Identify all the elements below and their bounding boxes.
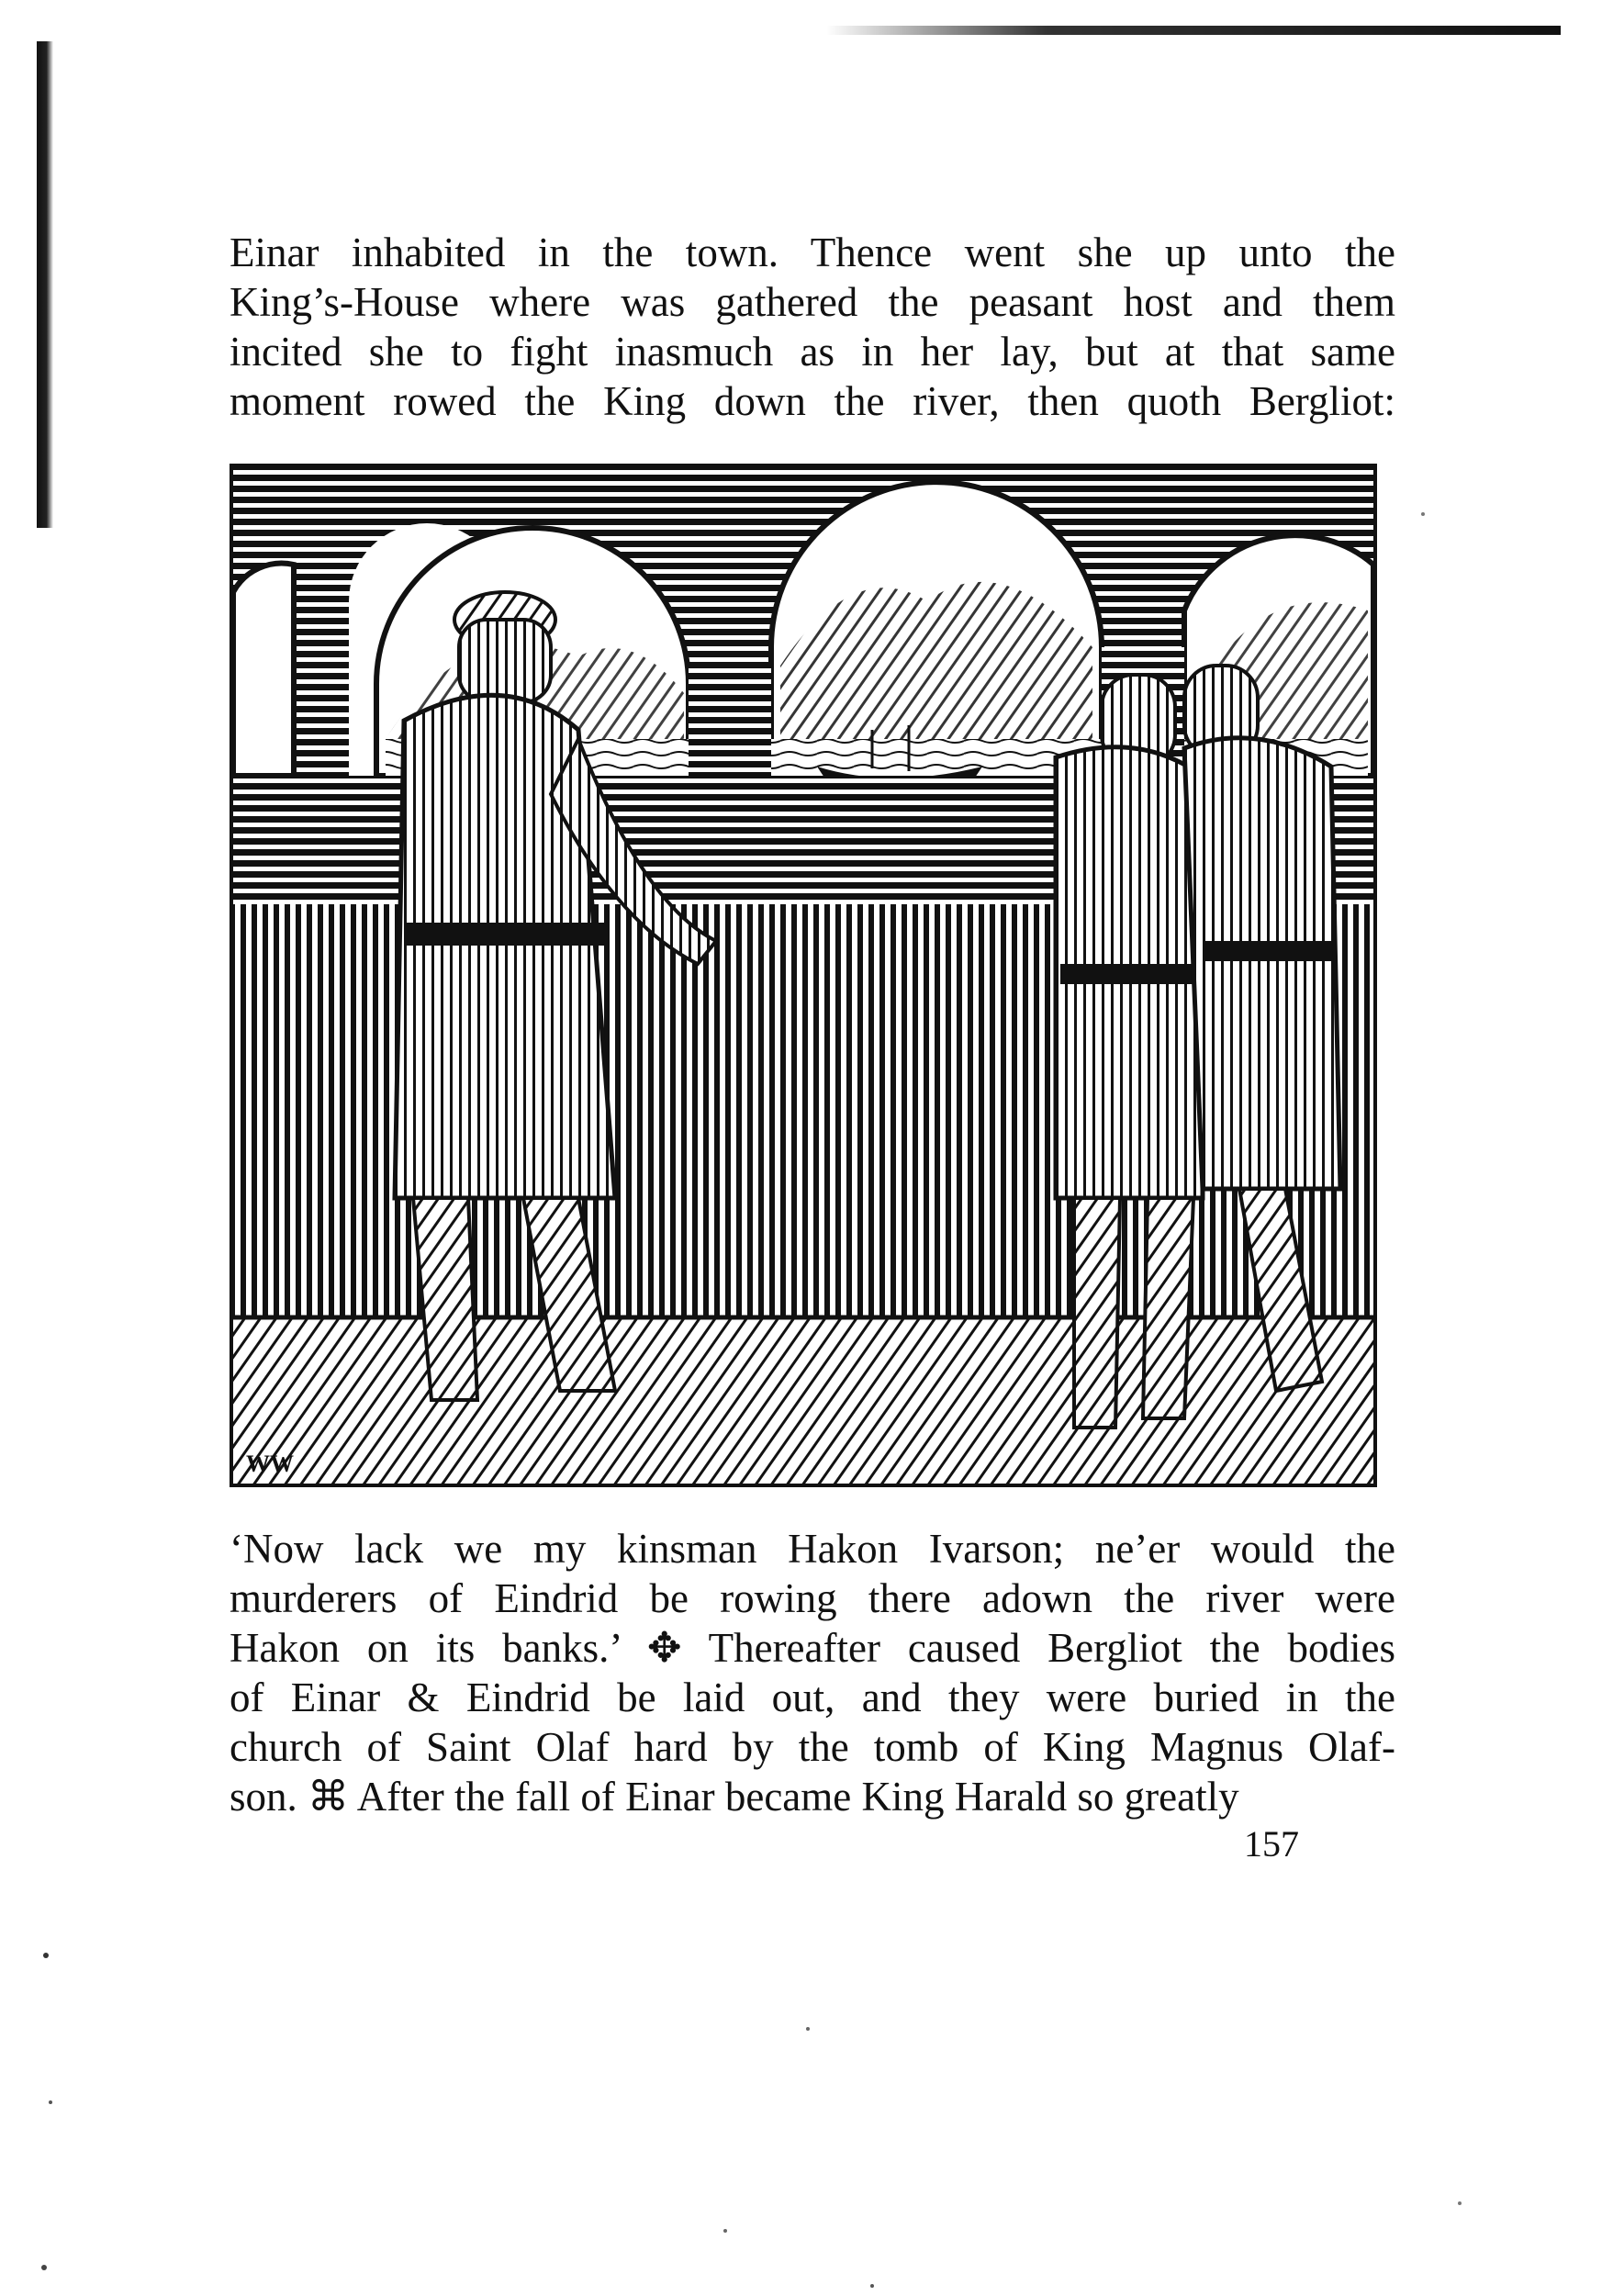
artist-monogram: WW	[246, 1450, 294, 1477]
text-line: church of Saint Olaf hard by the tomb of King Magnus Olaf-	[230, 1724, 1395, 1770]
text-line: ‘Now lack we my kinsman Hakon Ivarson; ne’er would the	[230, 1526, 1395, 1572]
paragraph-bottom	[230, 1524, 1395, 1821]
text-line: son. ⌘ After the fall of Einar became King Harald so greatly	[230, 1774, 1239, 1820]
page-number: 157	[1244, 1823, 1299, 1865]
text-line: incited she to fight inasmuch as in her lay, but at that same	[230, 329, 1395, 375]
text-line: Einar inhabited in the town. Thence went she up unto the	[230, 230, 1395, 275]
woodcut-illustration	[230, 464, 1377, 1487]
text-line: King’s-House where was gathered the peasant host and them	[230, 279, 1395, 325]
text-line: murderers of Eindrid be rowing there adown the river were	[230, 1575, 1395, 1621]
text-line: Hakon on its banks.’ ✥ Thereafter caused Bergliot the bodies	[230, 1625, 1395, 1671]
scan-edge-mark	[37, 41, 53, 528]
text-line: of Einar & Eindrid be laid out, and they were buried in the	[230, 1674, 1395, 1720]
text-line: moment rowed the King down the river, then quoth Bergliot:	[230, 378, 1395, 424]
paragraph-top	[230, 228, 1395, 426]
scan-top-mark	[826, 26, 1561, 35]
